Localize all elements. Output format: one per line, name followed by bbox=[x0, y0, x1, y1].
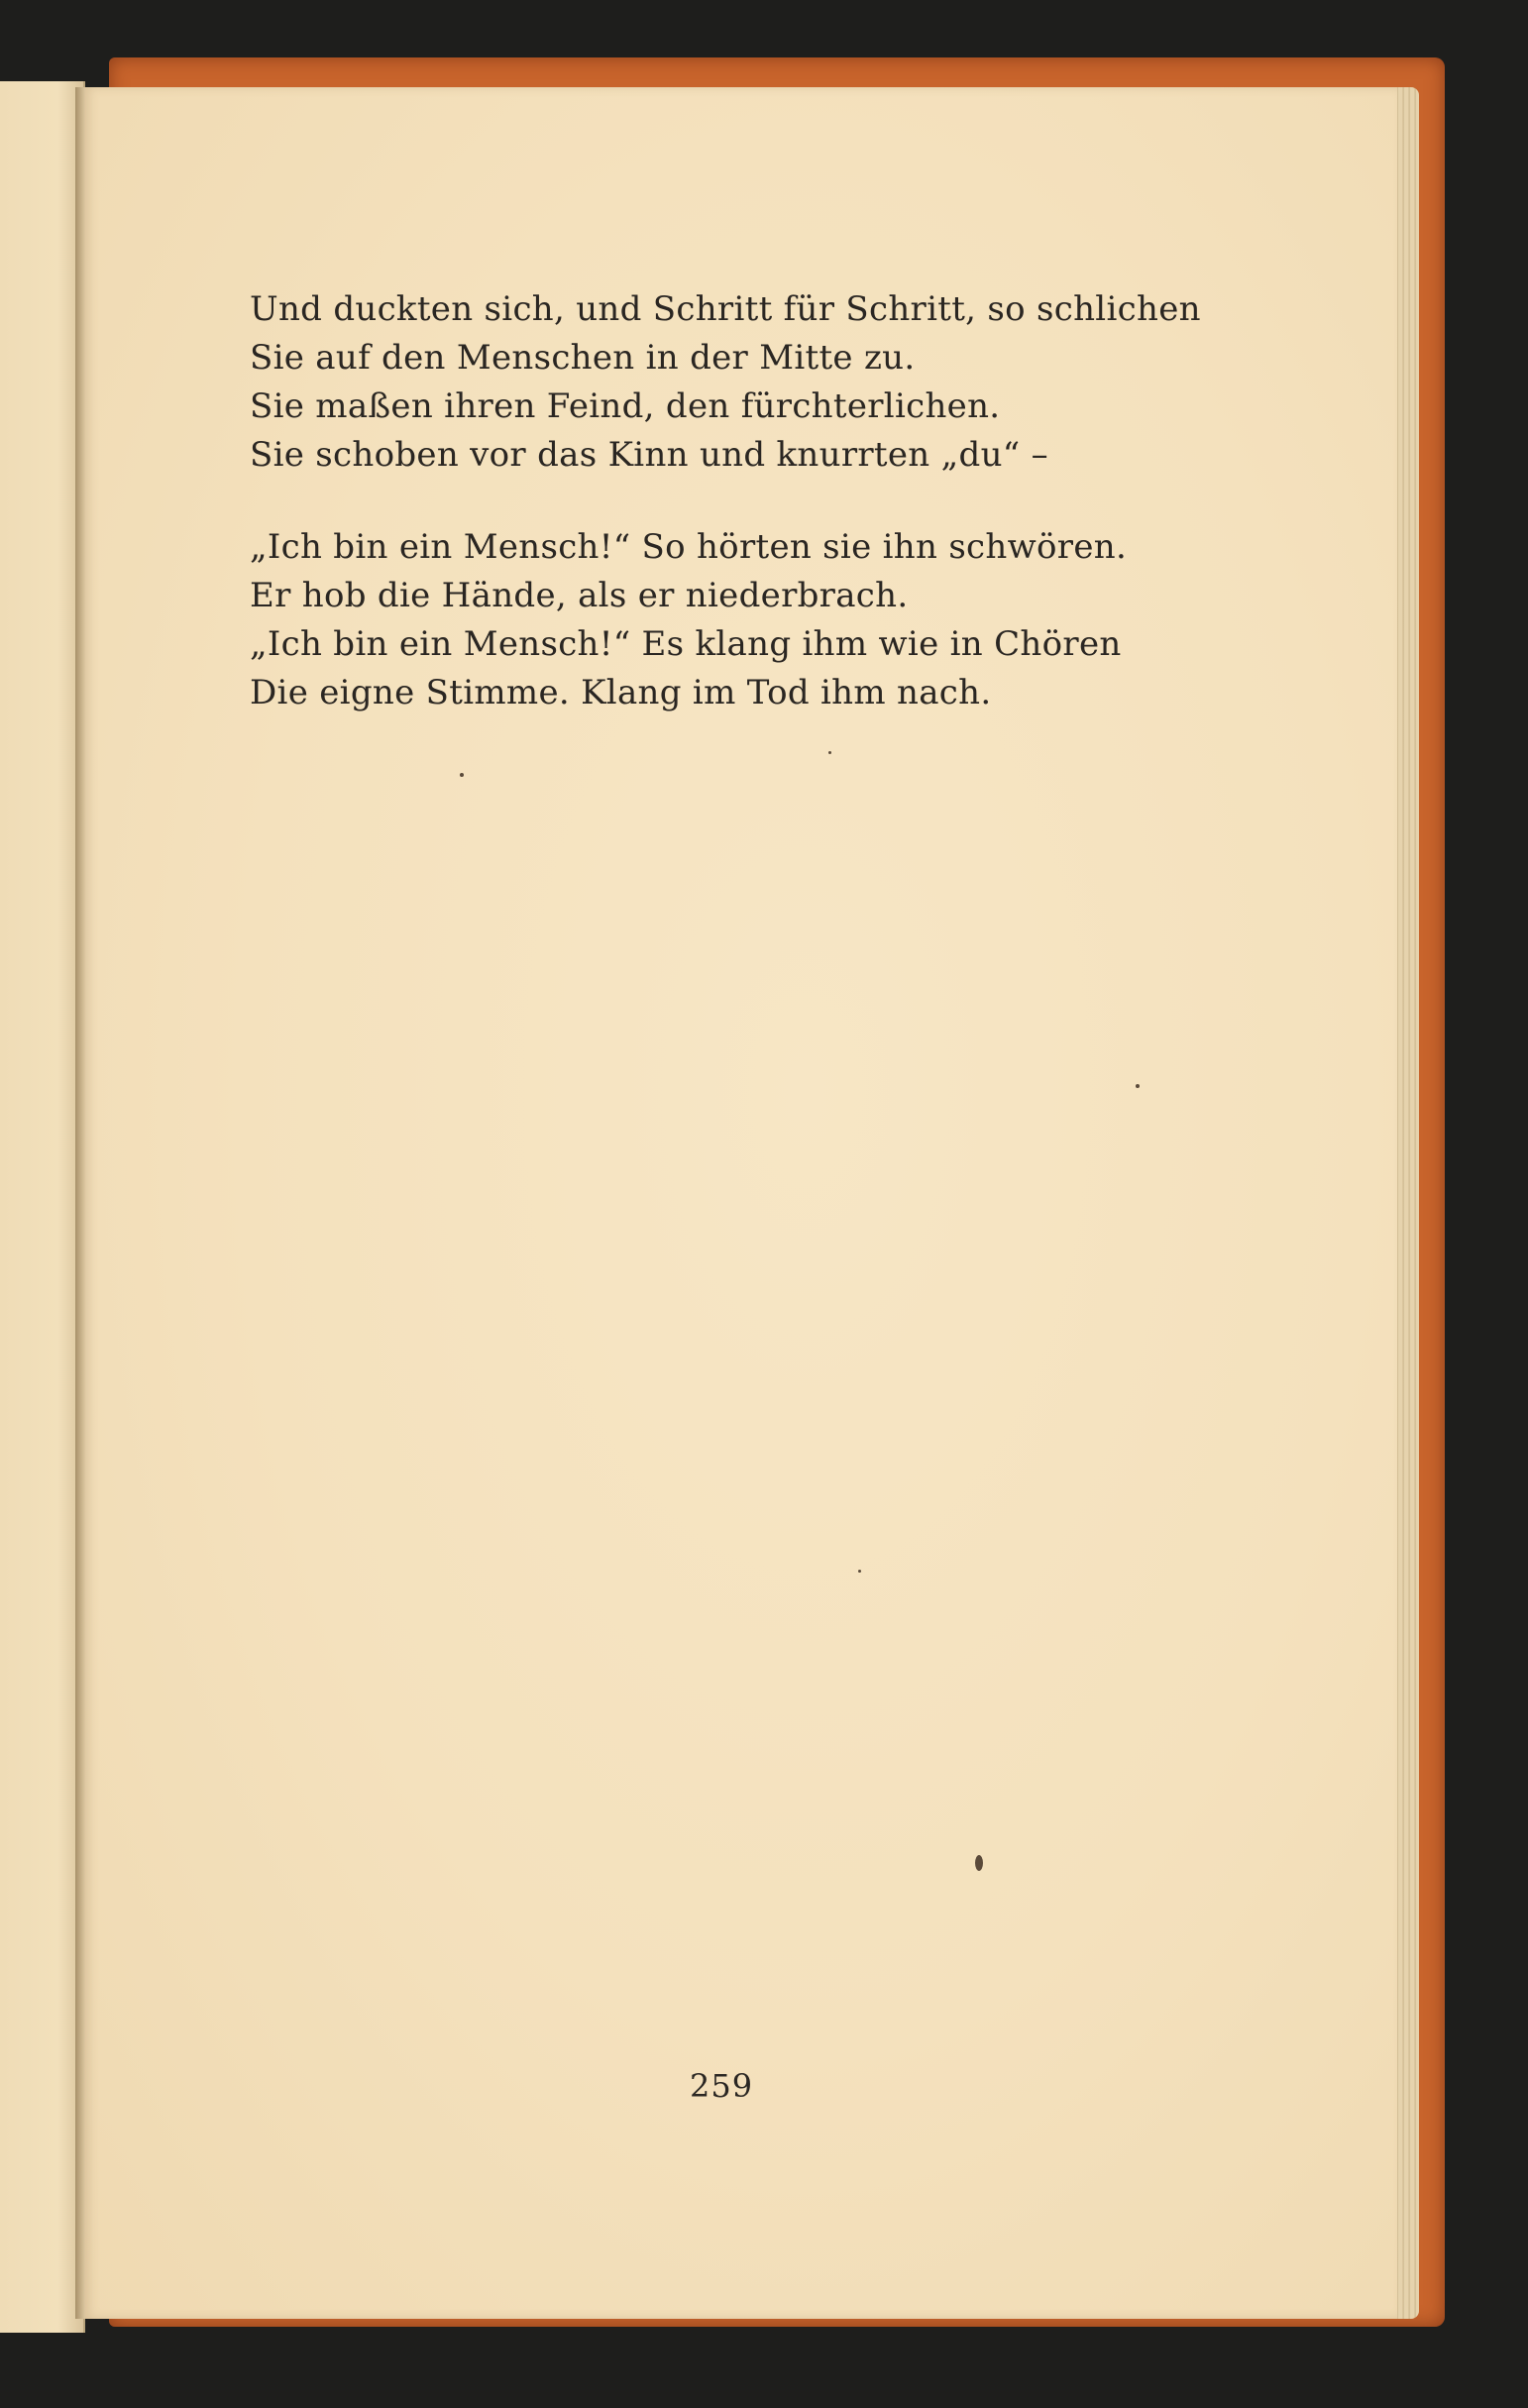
poem-line: Die eigne Stimme. Klang im Tod ihm nach. bbox=[250, 673, 992, 712]
book-gutter bbox=[75, 87, 85, 2319]
poem-line: Sie maßen ihren Feind, den fürchterlichen. bbox=[250, 386, 1001, 426]
page-number: 259 bbox=[690, 2067, 754, 2105]
poem-line: „Ich bin ein Mensch!“ Es klang ihm wie in Chören bbox=[250, 624, 1122, 664]
poem-line: Sie auf den Menschen in der Mitte zu. bbox=[250, 338, 916, 378]
poem-line: Und duckten sich, und Schritt für Schritt, so schlichen bbox=[250, 289, 1201, 329]
paper-speck bbox=[858, 1570, 861, 1573]
stanza-2 bbox=[250, 523, 1241, 717]
poem-line: Er hob die Hände, als er niederbrach. bbox=[250, 576, 909, 615]
poem-line: „Ich bin ein Mensch!“ So hörten sie ihn schwören. bbox=[250, 527, 1128, 567]
paper-speck bbox=[460, 773, 464, 777]
paper-speck bbox=[828, 751, 831, 754]
stanza-1 bbox=[250, 285, 1241, 480]
poem-line: Sie schoben vor das Kinn und knurrten „du“ – bbox=[250, 435, 1048, 475]
paper-speck bbox=[1136, 1084, 1140, 1088]
poem-text bbox=[250, 285, 1241, 761]
paper-speck bbox=[975, 1855, 983, 1871]
left-page-edge bbox=[0, 81, 85, 2333]
